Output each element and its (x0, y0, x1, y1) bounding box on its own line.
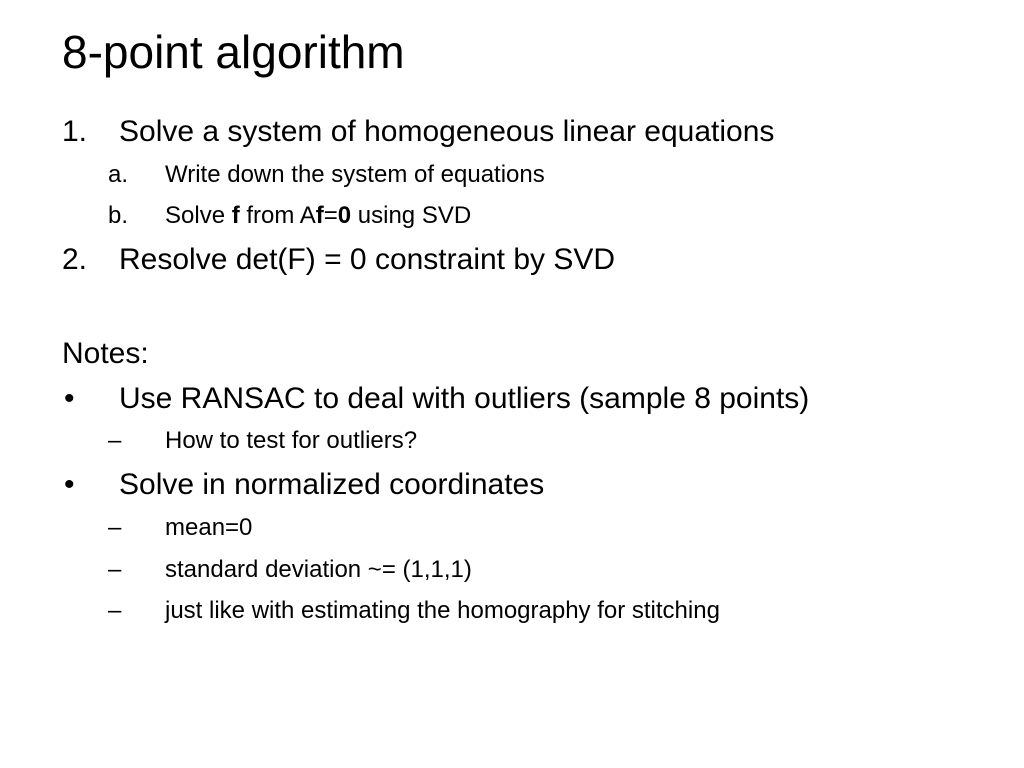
substep-text (165, 200, 471, 232)
notes-heading-text: Notes: (62, 337, 149, 370)
dash-icon: – (108, 597, 122, 624)
note-text: Solve in normalized coordinates (119, 468, 545, 501)
dash-icon: – (108, 514, 122, 541)
substep-text-part: from A (239, 202, 316, 229)
step-text: Solve a system of homogeneous linear equations (119, 115, 775, 148)
dash-icon: – (108, 556, 122, 583)
step-number: 1. (62, 115, 88, 148)
slide-title: 8-point algorithm (62, 26, 405, 78)
substep-letter: b. (108, 202, 129, 229)
substep-bold-f: f (231, 202, 240, 229)
step-text: Resolve det(F) = 0 constraint by SVD (119, 243, 616, 276)
note-subtext: standard deviation ~= (1,1,1) (165, 556, 472, 583)
substep-letter: a. (108, 161, 129, 188)
bullet-icon: • (64, 468, 75, 501)
substep-text-part: using SVD (351, 202, 472, 229)
dash-icon: – (108, 427, 122, 454)
note-subtext: just like with estimating the homography for stitching (165, 597, 720, 624)
substep-text-part: = (323, 202, 338, 229)
note-text: Use RANSAC to deal with outliers (sample 8 points) (119, 382, 810, 415)
substep-text: Write down the system of equations (165, 161, 545, 188)
note-subtext: mean=0 (165, 514, 253, 541)
step-number: 2. (62, 243, 88, 276)
note-subtext: How to test for outliers? (165, 427, 418, 454)
bullet-icon: • (64, 382, 75, 415)
notes-heading (62, 334, 149, 374)
substep-bold-zero: 0 (337, 202, 352, 229)
substep-bold-f: f (315, 202, 324, 229)
substep-text-part: Solve (165, 202, 232, 229)
